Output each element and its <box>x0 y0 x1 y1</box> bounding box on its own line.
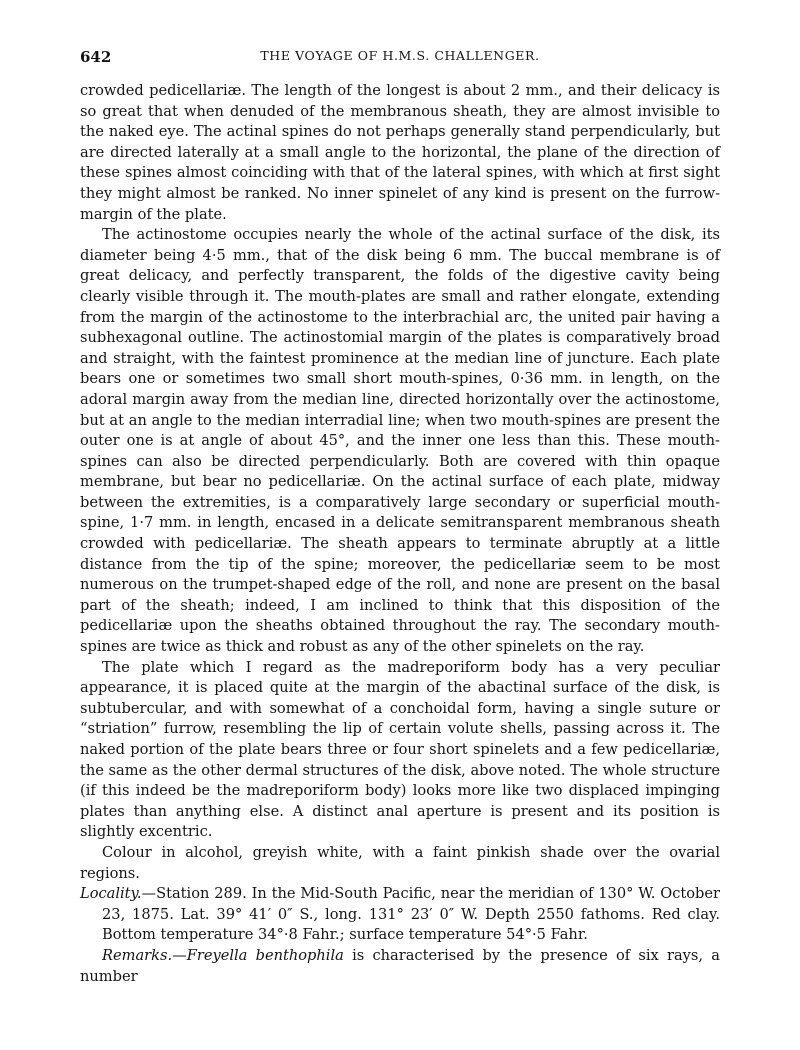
running-head: THE VOYAGE OF H.M.S. CHALLENGER. <box>260 48 540 63</box>
paragraph-madreporiform-body: The plate which I regard as the madreporiform body has a very peculiar appearance, it is placed quite at the margin of the abactinal surface of the disk, is subtubercular, and with somewhat of a conchoidal form, having a single suture or “striation” furrow, resembling the lip of certain volute shells, passing across it. The naked portion of the plate bears three or four short spinelets and a few pedicellariæ, the same as the other dermal structures of the disk, above noted. The whole structure (if this indeed be the madreporiform body) looks more like two displaced impinging plates than anything else. A distinct anal aperture is present and its position is slightly excentric. <box>80 658 720 841</box>
remarks-dash: — <box>172 946 187 964</box>
remarks-label: Remarks. <box>102 946 173 964</box>
remarks-text: is characterised by the presence of six rays, a number <box>80 946 721 985</box>
page-header <box>80 48 720 70</box>
paragraph-colour: Colour in alcohol, greyish white, with a faint pinkish shade over the ovarial regions. <box>80 843 720 882</box>
paragraph-pedicellariae: crowded pedicellariæ. The length of the longest is about 2 mm., and their delicacy is so great that when denuded of the membranous sheath, they are almost invisible to the naked eye. The actinal spines do not perhaps generally stand perpendicularly, but are directed laterally at a small angle to the horizontal, the plane of the direction of these spines almost coinciding with that of the lateral spines, with which at first sight they might almost be ranked. No inner spinelet of any kind is present on the furrow-margin of the plate. <box>80 82 720 223</box>
locality-label: Locality. <box>80 885 142 903</box>
paragraph-locality <box>80 884 720 946</box>
locality-text: —Station 289. In the Mid-South Pacific, near the meridian of 130° W. October 23, 1875. Lat. 39° 41′ 0″ S., long. 131° 23′ 0″ W. Depth 2550 fathoms. Red clay. Bottom temperature 34°·8 Fahr.; surface temperature 54°·5 Fahr. <box>102 885 720 944</box>
paragraph-remarks <box>80 946 720 987</box>
paragraph-actinostome: The actinostome occupies nearly the whole of the actinal surface of the disk, its diameter being 4·5 mm., that of the disk being 6 mm. The buccal membrane is of great delicacy, and perfectly transparent, the folds of the digestive cavity being clearly visible through it. The mouth-plates are small and rather elongate, extending from the margin of the actinostome to the interbrachial arc, the united pair having a subhexagonal outline. The actinostomial margin of the plates is comparatively broad and straight, with the faintest prominence at the median line of juncture. Each plate bears one or sometimes two small short mouth-spines, 0·36 mm. in length, on the adoral margin away from the median line, directed horizontally over the actinostome, but at an angle to the median interradial line; when two mouth-spines are present the outer one is at angle of about 45°, and the inner one less than this. These mouth-spines can also be directed perpendicularly. Both are covered with thin opaque membrane, but bear no pedicellariæ. On the actinal surface of each plate, midway between the extremities, is a comparatively large secondary or superficial mouth-spine, 1·7 mm. in length, encased in a delicate semitransparent membranous sheath crowded with pedicellariæ. The sheath appears to terminate abruptly at a little distance from the tip of the spine; moreover, the pedicellariæ seem to be most numerous on the trumpet-shaped edge of the roll, and none are present on the basal part of the sheath; indeed, I am inclined to think that this disposition of the pedicellariæ upon the sheaths obtained throughout the ray. The secondary mouth-spines are twice as thick and robust as any of the other spinelets on the ray. <box>80 226 720 656</box>
page-number: 642 <box>80 48 112 66</box>
species-name: Freyella benthophila <box>186 946 344 964</box>
body-text <box>80 81 720 987</box>
